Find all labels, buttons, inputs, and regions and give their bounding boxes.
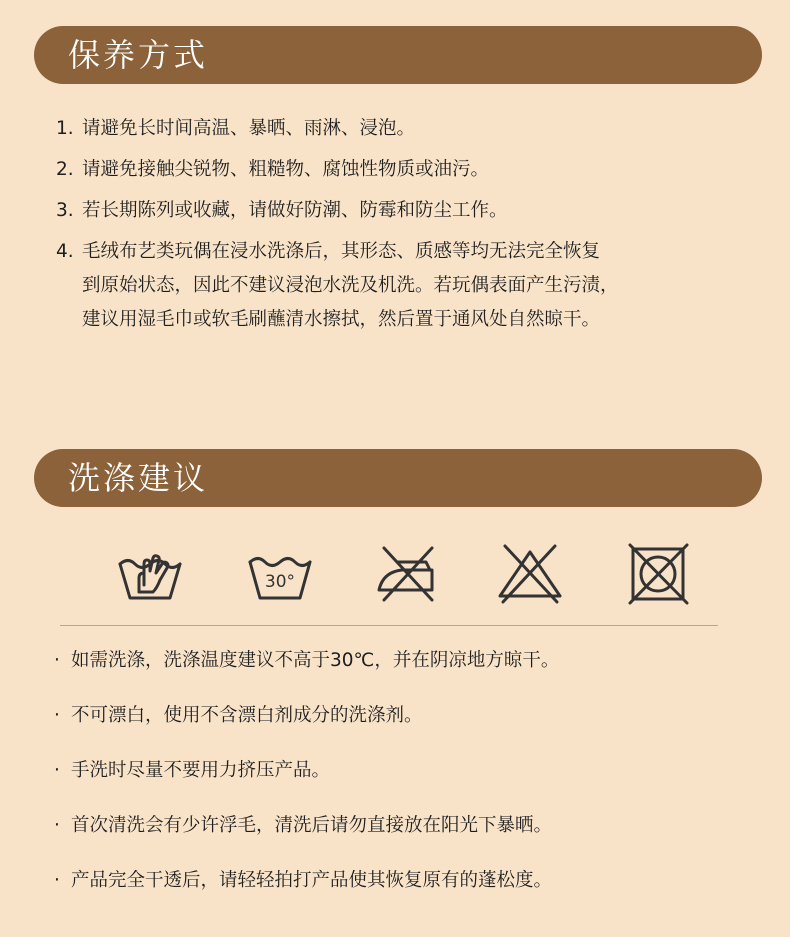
care-section-title: 保养方式 <box>68 36 209 74</box>
care-item <box>56 235 756 337</box>
bullet-dot: · <box>54 870 60 891</box>
care-item-text: 请避免接触尖锐物、粗糙物、腐蚀性物质或油污。 <box>82 159 490 180</box>
wash-section-title: 洗涤建议 <box>68 459 209 497</box>
care-item <box>56 112 756 146</box>
care-item-text: 毛绒布艺类玩偶在浸水洗涤后，其形态、质感等均无法完全恢复 <box>82 241 601 262</box>
wash-advice-item <box>54 752 754 790</box>
care-item-text: 到原始状态，因此不建议浸泡水洗及机洗。若玩偶表面产生污渍， <box>82 275 619 296</box>
wash-30-icon <box>247 540 313 606</box>
wash-advice-text: 不可漂白，使用不含漂白剂成分的洗涤剂。 <box>71 705 423 726</box>
wash-temperature-label: 30° <box>264 572 296 592</box>
bullet-dot: · <box>54 760 60 781</box>
bullet-dot: · <box>54 650 60 671</box>
wash-advice-item <box>54 807 754 845</box>
no-tumble-dry-icon <box>626 540 692 606</box>
care-item-text: 若长期陈列或收藏，请做好防潮、防霉和防尘工作。 <box>82 200 508 221</box>
wash-advice-list <box>54 642 754 917</box>
bullet-dot: · <box>54 705 60 726</box>
wash-section-banner <box>34 449 762 507</box>
care-item-number: 3. <box>56 200 74 221</box>
care-symbols-row <box>0 540 790 610</box>
care-item-number: 1. <box>56 118 74 139</box>
care-item-number: 4. <box>56 241 74 262</box>
care-item-number: 2. <box>56 159 74 180</box>
no-iron-icon <box>374 540 440 606</box>
bullet-dot: · <box>54 815 60 836</box>
care-item-text: 建议用湿毛巾或软毛刷蘸清水擦拭，然后置于通风处自然晾干。 <box>82 309 601 330</box>
wash-advice-text: 首次清洗会有少许浮毛，清洗后请勿直接放在阳光下暴晒。 <box>71 815 553 836</box>
no-bleach-icon <box>497 540 563 606</box>
wash-advice-text: 产品完全干透后，请轻轻拍打产品使其恢复原有的蓬松度。 <box>71 870 553 891</box>
wash-advice-text: 手洗时尽量不要用力挤压产品。 <box>71 760 331 781</box>
care-item <box>56 153 756 187</box>
wash-advice-item <box>54 697 754 735</box>
care-item <box>56 194 756 228</box>
hand-wash-icon <box>117 540 183 606</box>
care-section-banner <box>34 26 762 84</box>
wash-advice-text: 如需洗涤，洗涤温度建议不高于30℃，并在阴凉地方晾干。 <box>71 650 560 671</box>
care-item-text: 请避免长时间高温、暴晒、雨淋、浸泡。 <box>82 118 416 139</box>
wash-advice-item <box>54 862 754 900</box>
care-list <box>56 112 756 344</box>
section-divider <box>60 625 718 626</box>
wash-advice-item <box>54 642 754 680</box>
